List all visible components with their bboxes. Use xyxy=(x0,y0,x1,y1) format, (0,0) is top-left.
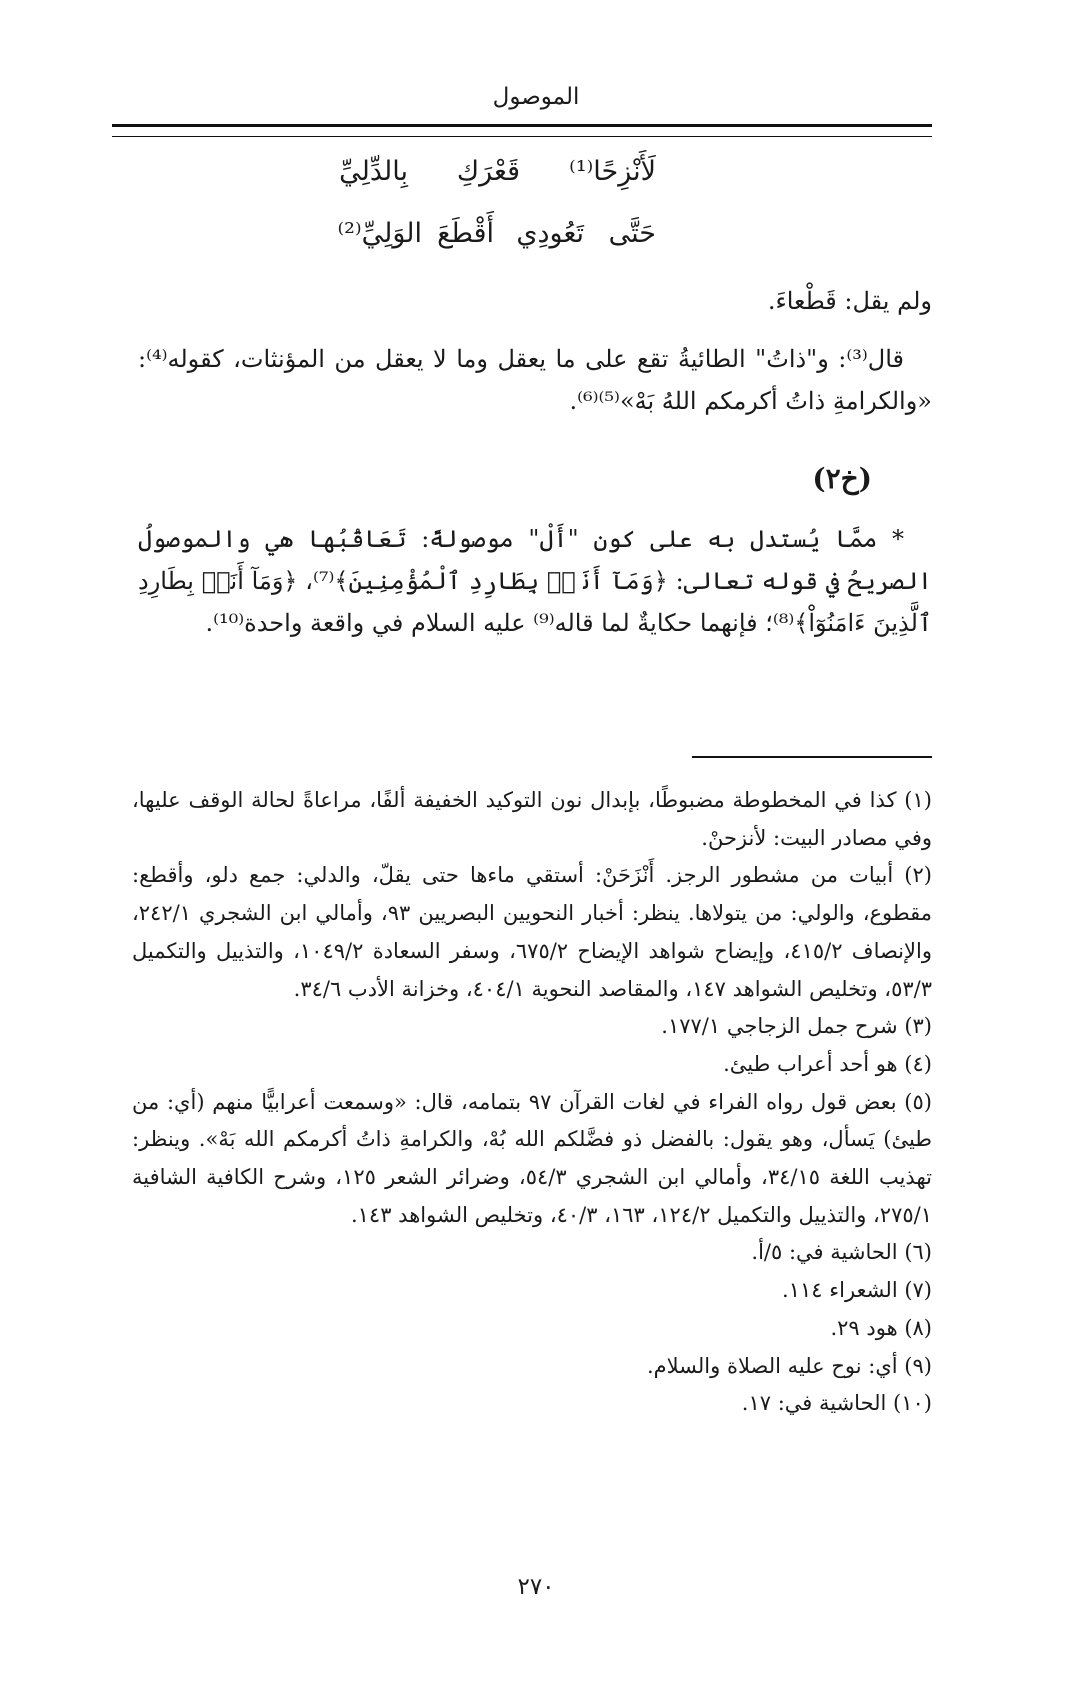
running-title: الموصول xyxy=(492,84,580,110)
footnotes xyxy=(132,782,932,1423)
footnote: (٥) بعض قول رواه الفراء في لغات القرآن ٩٧ بتمامه، قال: «وسمعت أعرابيًّا منهم (أي: من طيئ) يَسأل، وهو يقول: بالفضل ذو فضَّلكم الله بُهْ، والكرامةِ ذاتُ أكرمكم الله بَهْ». وينظر: تهذيب اللغة ٣٤/١٥، وأمالي ابن الشجري ٥٤/٣، وضرائر الشعر ١٢٥، وشرح الكافية الشافية ٢٧٥/١، والتذييل والتكميل ١٢٤/٢، ١٦٣، ٤٠/٣، وتخليص الشواهد ١٤٣. xyxy=(132,1089,932,1227)
verse-word: لَأَنْزِحًا⁽¹⁾ xyxy=(569,156,656,187)
verse-word: تَعُودِي xyxy=(516,218,584,249)
footnote: (٦) الحاشية في: ٥/أ. xyxy=(751,1240,932,1265)
header-rule-thick xyxy=(112,124,932,127)
footnote: (٣) شرح جمل الزجاجي ١٧٧/١. xyxy=(661,1014,932,1039)
verse-word: أَقْطَعَ xyxy=(437,218,494,249)
verse-word: بِالدِّلِيِّ xyxy=(339,156,408,187)
verse-line-1 xyxy=(0,156,1072,196)
body-paragraph: ولم يقل: قَطْعاءَ. xyxy=(767,287,932,315)
verse-word: قَعْرَكِ xyxy=(456,156,520,187)
footnote: (١٠) الحاشية في: ١٧. xyxy=(741,1391,932,1416)
page-number: ٢٧٠ xyxy=(517,1574,555,1600)
section-heading: (خ٢) xyxy=(812,462,872,495)
body-paragraph: قال⁽³⁾: و"ذاتُ" الطائيةُ تقع على ما يعقل وما لا يعقل من المؤنثات، كقوله⁽⁴⁾: «والكرامةِ ذاتُ أكرمكم اللهُ بَهْ»⁽⁵⁾⁽⁶⁾. xyxy=(138,345,932,415)
verse-word: الوَلِيِّ⁽²⁾ xyxy=(337,218,422,249)
footnote: (٧) الشعراء ١١٤. xyxy=(782,1278,932,1303)
footnote: (٤) هو أحد أعراب طيئ. xyxy=(723,1051,932,1076)
footnote-separator xyxy=(692,756,932,758)
footnote: (١) كذا في المخطوطة مضبوطًا، بإبدال نون التوكيد الخفيفة ألفًا، مراعاةً لحالة الوقف عليها، وفي مصادر البيت: لأنزحنْ. xyxy=(132,788,932,850)
verse-word: حَتَّى xyxy=(608,218,656,249)
footnote: (٨) هود ٢٩. xyxy=(830,1315,932,1340)
header-rule-thin xyxy=(112,136,932,137)
body-paragraph: * ممَّا يُستدل به على كون "أَلْ" موصولةً: تَعَاقُبُها هي والموصولُ الصريحُ في قوله تعالى: ﴿وَمَآ أَنَا۠ بِطَارِدِ ٱلْمُؤْمِنِينَ﴾⁽⁷⁾، ﴿وَمَآ أَنَا۠ بِطَارِدِ ٱلَّذِينَ ءَامَنُوٓاْ﴾⁽⁸⁾؛ فإنهما حكايةٌ لما قاله⁽⁹⁾ عليه السلام في واقعة واحدة⁽¹⁰⁾. xyxy=(138,525,932,637)
footnote: (٢) أبيات من مشطور الرجز. أَنْزَحَنْ: أستقي ماءها حتى يقلّ، والدلي: جمع دلو، وأقطع: مقطوع، والولي: من يتولاها. ينظر: أخبار النحويين البصريين ٩٣، وأمالي ابن الشجري ٢٤٢/١، والإنصاف ٤١٥/٢، وإيضاح شواهد الإيضاح ٦٧٥/٢، وسفر السعادة ١٠٤٩/٢، والتذييل والتكميل ٥٣/٣، وتخليص الشواهد ١٤٧، والمقاصد النحوية ٤٠٤/١، وخزانة الأدب ٣٤/٦. xyxy=(132,863,932,1001)
verse-line-2 xyxy=(0,218,1072,258)
footnote: (٩) أي: نوح عليه الصلاة والسلام. xyxy=(646,1353,932,1378)
